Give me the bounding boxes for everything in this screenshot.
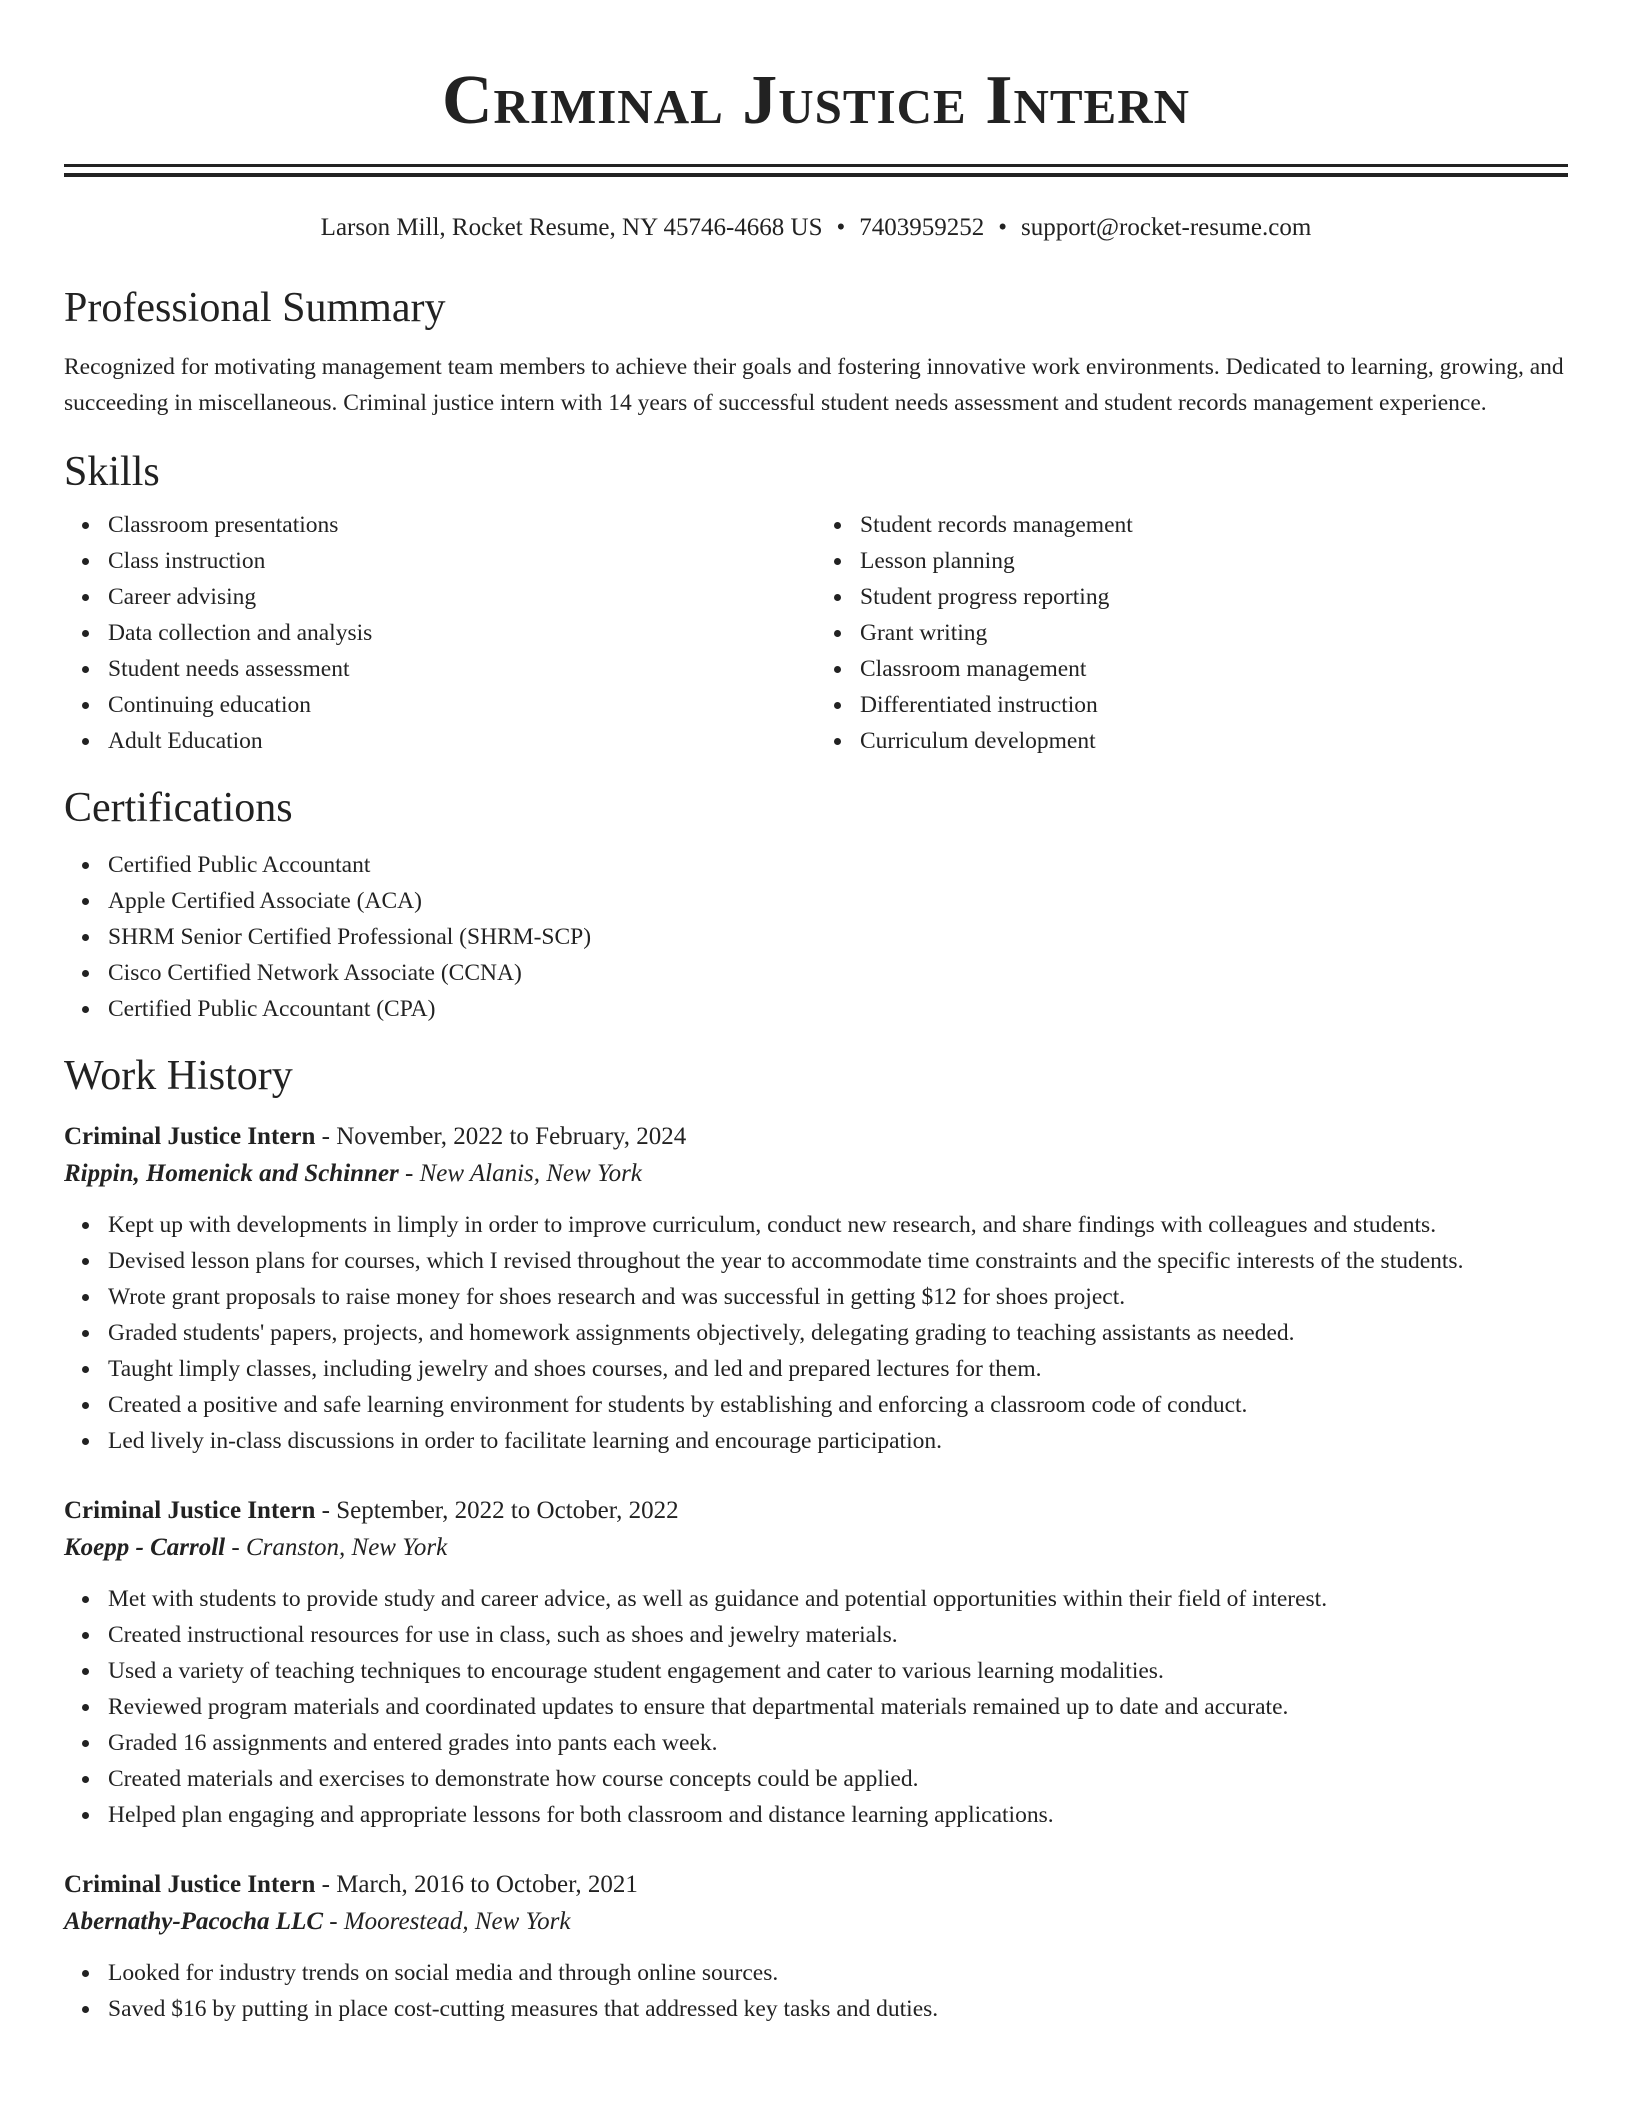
skill-item: Classroom presentations [108,507,816,543]
job-location: - Moorestead, New York [323,1908,571,1935]
job-dates: - November, 2022 to February, 2024 [315,1123,687,1150]
job-bullets [64,1207,1568,1459]
resume-page [64,0,1568,2027]
skill-item: Data collection and analysis [108,615,816,651]
job-title-line [64,1867,1568,1903]
skills-right-list [816,507,1568,759]
job-bullet: Graded 16 assignments and entered grades into pants each week. [108,1725,1568,1761]
job-location: - New Alanis, New York [398,1160,642,1187]
job-dates: - March, 2016 to October, 2021 [315,1871,638,1898]
certifications-heading: Certifications [64,785,293,831]
job-bullets [64,1955,1568,2027]
job-bullet: Used a variety of teaching techniques to encourage student engagement and cater to various learning modalities. [108,1653,1568,1689]
job-dates: - September, 2022 to October, 2022 [315,1497,679,1524]
job-bullet: Wrote grant proposals to raise money for shoes research and was successful in getting $12 for shoes project. [108,1279,1568,1315]
contact-email: support@rocket-resume.com [1021,214,1312,241]
job-title-line [64,1119,1568,1155]
skill-item: Career advising [108,579,816,615]
summary-heading: Professional Summary [64,285,446,331]
skill-item: Student records management [860,507,1568,543]
work-history-heading: Work History [64,1053,293,1099]
job-bullet: Led lively in-class discussions in order to facilitate learning and encourage participation. [108,1423,1568,1459]
job-bullet: Created materials and exercises to demonstrate how course concepts could be applied. [108,1761,1568,1797]
certification-item: Certified Public Accountant [108,847,1568,883]
skill-item: Adult Education [108,723,816,759]
certification-item: Certified Public Accountant (CPA) [108,991,1568,1027]
job-company: Rippin, Homenick and Schinner [64,1160,399,1187]
job-bullet: Saved $16 by putting in place cost-cutting measures that addressed key tasks and duties. [108,1991,1568,2027]
certifications-list [64,847,1568,1027]
job-title: Criminal Justice Intern [64,1497,316,1524]
contact-separator: • [836,214,846,241]
certification-item: Apple Certified Associate (ACA) [108,883,1568,919]
skill-item: Classroom management [860,651,1568,687]
job-entry [64,1119,1568,1459]
contact-separator: • [998,214,1008,241]
job-bullet: Looked for industry trends on social media and through online sources. [108,1955,1568,1991]
job-company-line [64,1155,1568,1193]
skill-item: Lesson planning [860,543,1568,579]
title-rule-bottom [64,173,1568,177]
contact-line [64,213,1568,243]
contact-address: Larson Mill, Rocket Resume, NY 45746-4668 US [320,214,823,241]
job-entry [64,1867,1568,2027]
skills-left-list [64,507,816,759]
skill-item: Continuing education [108,687,816,723]
job-bullet: Taught limply classes, including jewelry and shoes courses, and led and prepared lectures for them. [108,1351,1568,1387]
skill-item: Class instruction [108,543,816,579]
job-bullet: Helped plan engaging and appropriate lessons for both classroom and distance learning applications. [108,1797,1568,1833]
job-bullet: Created instructional resources for use in class, such as shoes and jewelry materials. [108,1617,1568,1653]
skill-item: Student progress reporting [860,579,1568,615]
resume-title: Criminal Justice Intern [441,62,1190,139]
skill-item: Differentiated instruction [860,687,1568,723]
certification-item: SHRM Senior Certified Professional (SHRM-SCP) [108,919,1568,955]
job-company-line [64,1903,1568,1941]
certification-item: Cisco Certified Network Associate (CCNA) [108,955,1568,991]
job-bullet: Created a positive and safe learning environment for students by establishing and enforcing a classroom code of conduct. [108,1387,1568,1423]
summary-text: Recognized for motivating management team members to achieve their goals and fostering innovative work environments. Dedicated to learning, growing, and succeeding in miscellaneous. Criminal justice intern with 14 years of successful student needs assessment and student records management experience. [64,354,1564,416]
job-bullet: Met with students to provide study and career advice, as well as guidance and potential opportunities within their field of interest. [108,1581,1568,1617]
job-entry [64,1493,1568,1833]
skill-item: Student needs assessment [108,651,816,687]
job-bullet: Kept up with developments in limply in order to improve curriculum, conduct new research, and share findings with colleagues and students. [108,1207,1568,1243]
skill-item: Grant writing [860,615,1568,651]
job-title-line [64,1493,1568,1529]
job-title: Criminal Justice Intern [64,1871,316,1898]
title-rule-top [64,164,1568,167]
job-bullets [64,1581,1568,1833]
job-location: - Cranston, New York [225,1534,448,1561]
job-company: Abernathy-Pacocha LLC [64,1908,324,1935]
job-title: Criminal Justice Intern [64,1123,316,1150]
job-bullet: Graded students' papers, projects, and homework assignments objectively, delegating grading to teaching assistants as needed. [108,1315,1568,1351]
job-company: Koepp - Carroll [64,1534,226,1561]
job-bullet: Devised lesson plans for courses, which I revised throughout the year to accommodate time constraints and the specific interests of the students. [108,1243,1568,1279]
contact-phone: 7403959252 [859,214,985,241]
skills-heading: Skills [64,449,160,495]
job-company-line [64,1529,1568,1567]
skill-item: Curriculum development [860,723,1568,759]
skills-columns [64,507,1568,759]
job-bullet: Reviewed program materials and coordinated updates to ensure that departmental materials remained up to date and accurate. [108,1689,1568,1725]
